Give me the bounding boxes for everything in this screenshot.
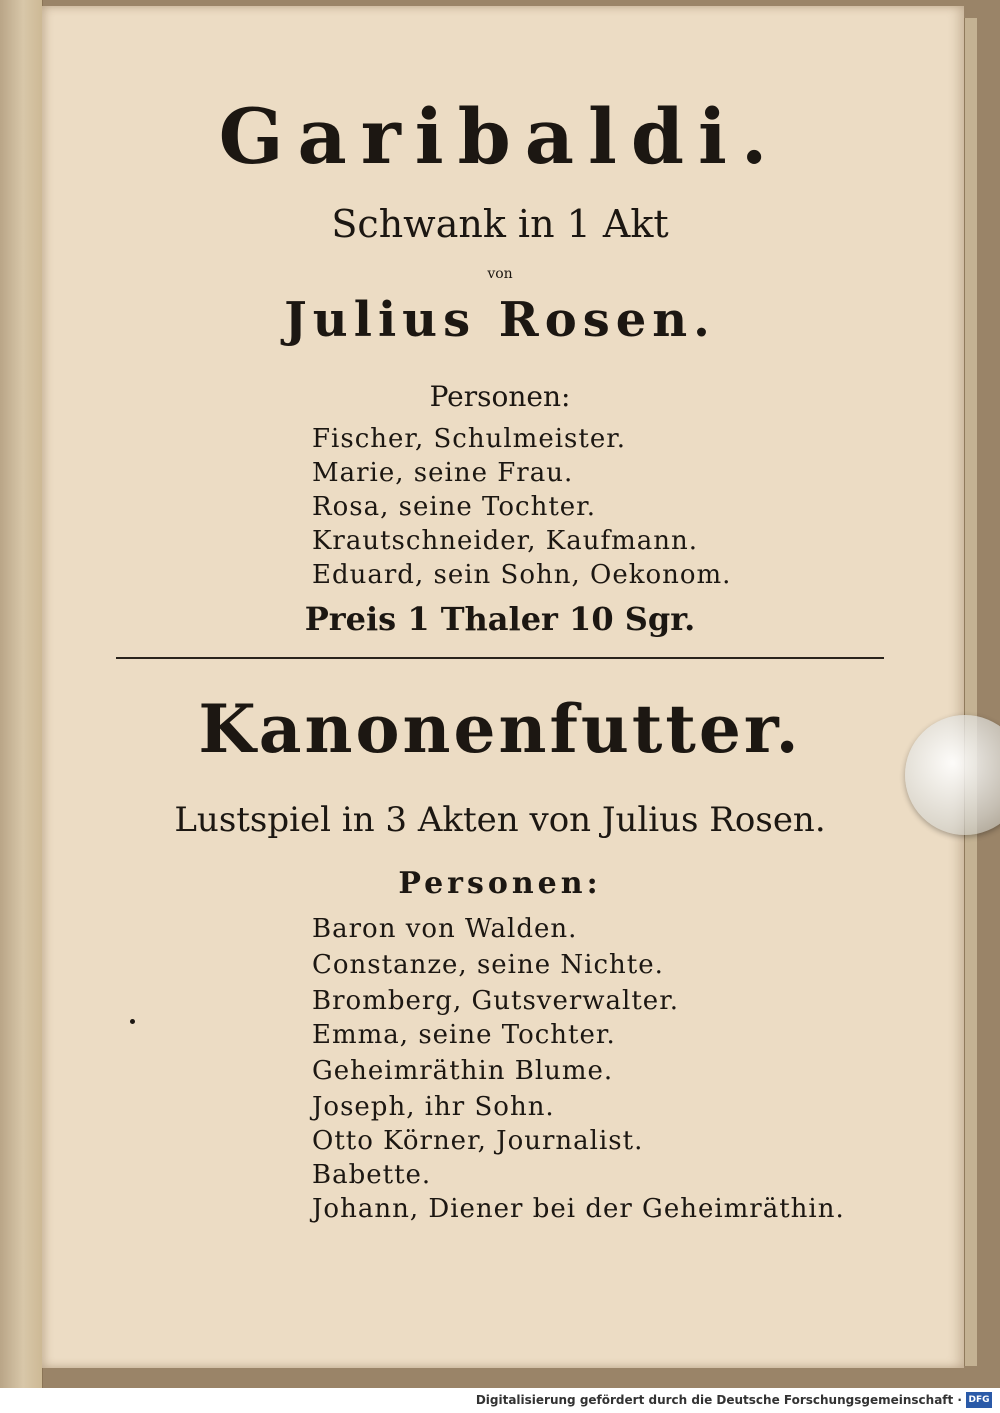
kanonenfutter-cast-item: Emma, seine Tochter. <box>312 1020 616 1050</box>
kanonenfutter-cast-item: Joseph, ihr Sohn. <box>312 1092 555 1122</box>
garibaldi-cast-item: Rosa, seine Tochter. <box>312 492 596 522</box>
ink-speck <box>130 1019 135 1024</box>
kanonenfutter-cast-item: Constanze, seine Nichte. <box>312 950 664 980</box>
section-divider <box>116 657 884 659</box>
kanonenfutter-cast-item: Baron von Walden. <box>312 914 578 944</box>
garibaldi-subtitle: Schwank in 1 Akt <box>331 202 669 246</box>
dfg-logo-icon: DFG <box>966 1392 992 1408</box>
garibaldi-cast-item: Fischer, Schulmeister. <box>312 424 627 454</box>
footer-credit: Digitalisierung gefördert durch die Deutsche Forschungsgemeinschaft · <box>475 1393 962 1407</box>
garibaldi-price: Preis 1 Thaler 10 Sgr. <box>304 600 696 638</box>
left-page-edge <box>0 0 43 1388</box>
kanonenfutter-personen-label: Personen: <box>398 866 602 901</box>
garibaldi-cast-item: Krautschneider, Kaufmann. <box>312 526 698 556</box>
footer-bar <box>0 1388 1000 1413</box>
garibaldi-personen-label: Personen: <box>429 380 571 413</box>
kanonenfutter-subtitle: Lustspiel in 3 Akten von Julius Rosen. <box>174 800 826 840</box>
garibaldi-author: Julius Rosen. <box>284 292 716 348</box>
kanonenfutter-cast-item: Babette. <box>312 1160 432 1190</box>
right-page-edge <box>964 18 977 1366</box>
garibaldi-cast-item: Eduard, sein Sohn, Oekonom. <box>312 560 732 590</box>
kanonenfutter-cast-item: Bromberg, Gutsverwalter. <box>312 986 680 1016</box>
kanonenfutter-cast-item: Geheimräthin Blume. <box>312 1056 614 1086</box>
kanonenfutter-cast-item: Johann, Diener bei der Geheimräthin. <box>312 1194 845 1224</box>
kanonenfutter-cast-item: Otto Körner, Journalist. <box>312 1126 644 1156</box>
kanonenfutter-title: Kanonenfutter. <box>198 690 802 768</box>
garibaldi-cast-item: Marie, seine Frau. <box>312 458 574 488</box>
garibaldi-title: Garibaldi. <box>218 92 782 181</box>
garibaldi-by: von <box>487 266 513 282</box>
